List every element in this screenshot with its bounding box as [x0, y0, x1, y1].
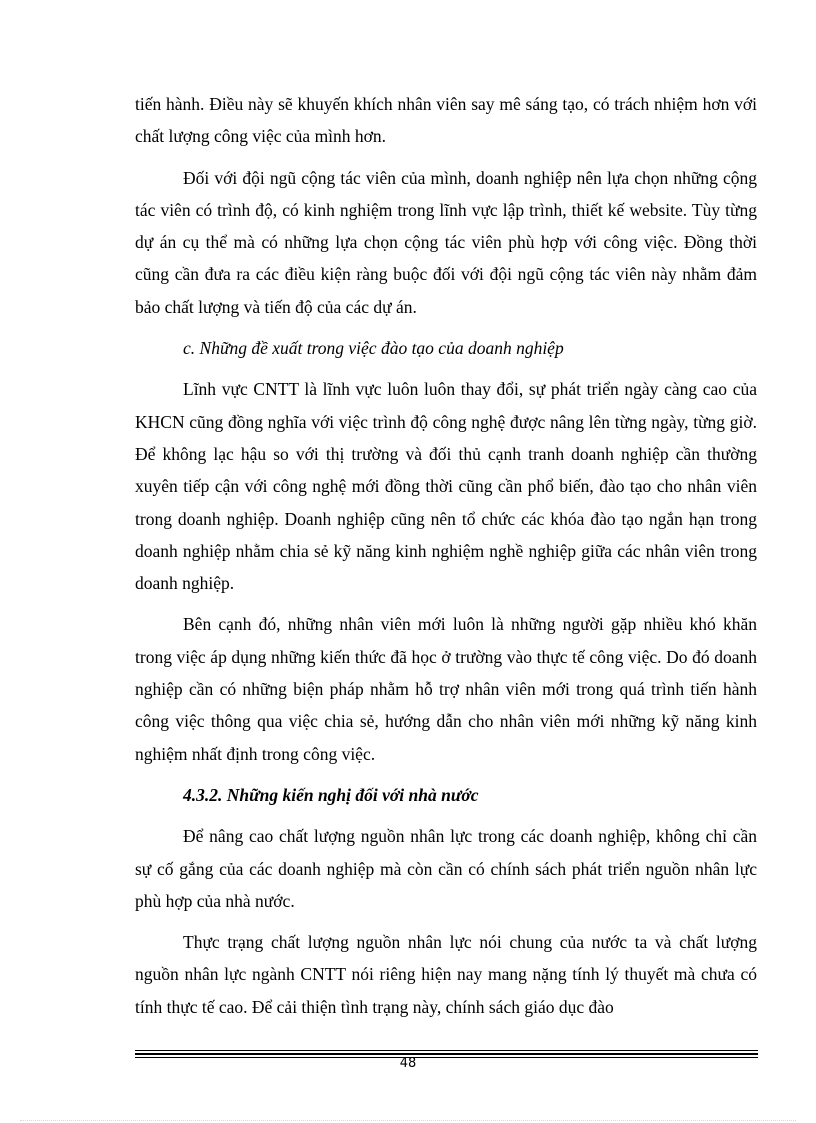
- paragraph-current-state: Thực trạng chất lượng nguồn nhân lực nói chung của nước ta và chất lượng nguồn nhân lực ngành CNTT nói riêng hiện nay mang nặng tính lý thuyết mà chưa có tính thực tế cao. Để cải thiện tình trạng này, chính sách giáo dục đào: [135, 932, 757, 1017]
- paragraph-collaborators: Đối với đội ngũ cộng tác viên của mình, doanh nghiệp nên lựa chọn những cộng tác viên có trình độ, có kinh nghiệm trong lĩnh vực lập trình, thiết kế website. Tùy từng dự án cụ thể mà có những lựa chọn cộng tác viên phù hợp với công việc. Đồng thời cũng cần đưa ra các điều kiện ràng buộc đối với đội ngũ cộng tác viên này nhằm đảm bảo chất lượng và tiến độ của các dự án.: [135, 167, 757, 317]
- subsection-heading-training: c. Những đề xuất trong việc đào tạo của doanh nghiệp: [183, 338, 564, 359]
- paragraph-improve-quality: Để nâng cao chất lượng nguồn nhân lực trong các doanh nghiệp, không chỉ cần sự cố gắng của các doanh nghiệp mà còn cần có chính sách phát triển nguồn nhân lực phù hợp của nhà nước.: [135, 826, 757, 911]
- paragraph-it-field: Lĩnh vực CNTT là lĩnh vực luôn luôn thay đổi, sự phát triển ngày càng cao của KHCN cũng đồng nghĩa với việc trình độ công nghệ được nâng lên từng ngày, từng giờ. Để không lạc hậu so với thị trường và đối thủ cạnh tranh doanh nghiệp cần thường xuyên tiếp cận với công nghệ mới đồng thời cũng cần phổ biến, đào tạo cho nhân viên trong doanh nghiệp. Doanh nghiệp cũng nên tổ chức các khóa đào tạo ngắn hạn trong doanh nghiệp nhằm chia sẻ kỹ năng kinh nghiệm nghề nghiệp giữa các nhân viên trong doanh nghiệp.: [135, 379, 757, 594]
- section-heading-state-recommendations: 4.3.2. Những kiến nghị đối với nhà nước: [183, 784, 479, 805]
- paragraph-new-staff: Bên cạnh đó, những nhân viên mới luôn là những người gặp nhiều khó khăn trong việc áp dụng những kiến thức đã học ở trường vào thực tế công việc. Do đó doanh nghiệp cần có những biện pháp nhằm hỗ trợ nhân viên mới trong quá trình tiến hành công việc thông qua việc chia sẻ, hướng dẫn cho nhân viên mới những kỹ năng kinh nghiệm nhất định trong công việc.: [135, 614, 757, 764]
- paragraph-continuation: tiến hành. Điều này sẽ khuyến khích nhân viên say mê sáng tạo, có trách nhiệm hơn với chất lượng công việc của mình hơn.: [135, 94, 757, 147]
- page-edge-divider: [20, 1120, 796, 1121]
- body-text: [135, 88, 757, 1032]
- page-number: 48: [399, 1056, 417, 1071]
- footer-divider-middle: [135, 1053, 758, 1055]
- footer-divider-top: [135, 1050, 758, 1051]
